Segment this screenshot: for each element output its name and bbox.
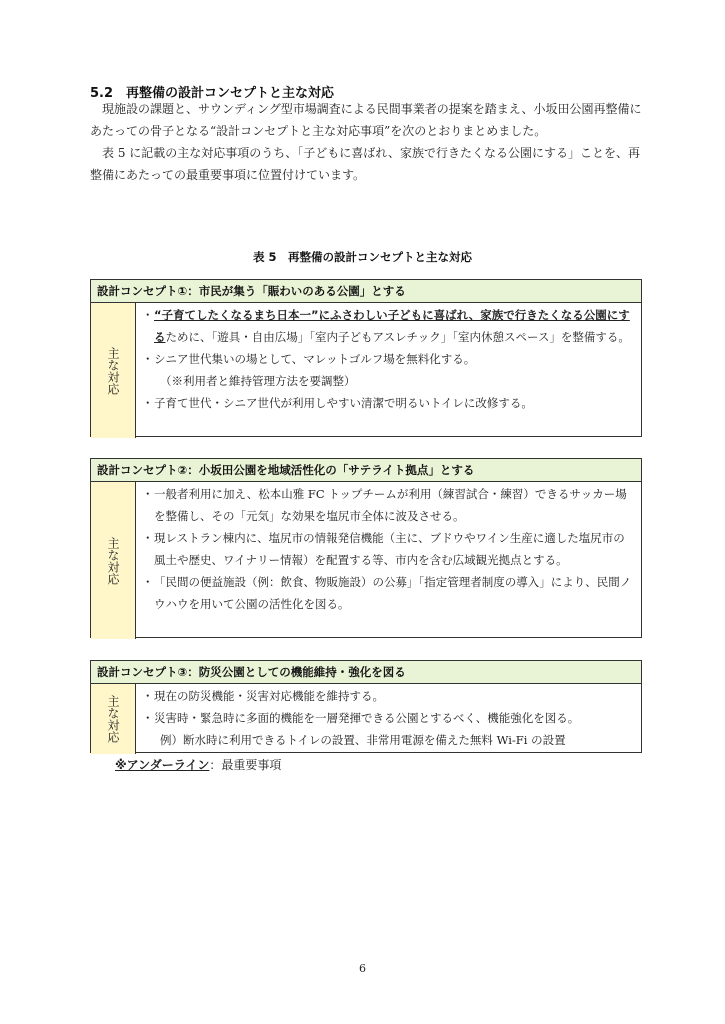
intro-paragraph-1: 現施設の課題と、サウンディング型市場調査による民間事業者の提案を踏まえ、小坂田公園再整備にあたっての骨子となる“設計コンセプトと主な対応事項”を次のとおりまとめました。 [90, 102, 642, 138]
concept-table-3 [90, 660, 642, 753]
concept-3-title: 設計コンセプト③：防災公園としての機能維持・強化を図る [91, 661, 641, 684]
list-item: ・ 子育て世代・シニア世代が利用しやすい清潔で明るいトイレに改修する。 [142, 396, 533, 410]
section-number: 5.2 [90, 86, 114, 101]
footnote-text: ：最重要事項 [209, 758, 282, 772]
priority-emphasis: “子育てしたくなるまち日本一”にふさわしい子どもに喜ばれ、家族で行きたくなる公園にする [154, 308, 630, 344]
concept-table-2 [90, 458, 642, 638]
list-item-example: 例）断水時に利用できるトイレの設置、非常用電源を備えた無料 Wi-Fi の設置 [160, 733, 566, 747]
list-item: ・ 一般者利用に加え、松本山雅 FC トップチームが利用（練習試合・練習）できるサッカー場を整備し、その「元気」な効果を塩尻市全体に波及させる。 [142, 487, 627, 523]
list-item: ・ 災害時・緊急時に多面的機能を一層発揮できる公園とするべく、機能強化を図る。 [142, 711, 580, 725]
concept-1-title: 設計コンセプト①：市民が集う「賑わいのある公園」とする [91, 280, 641, 303]
list-item: ・ 現在の防災機能・災害対応機能を維持する。 [142, 689, 384, 703]
footnote [115, 756, 281, 773]
list-item-note: （※利用者と維持管理方法を要調整） [160, 374, 356, 388]
concept-table-1 [90, 279, 642, 437]
main-actions-label: 主な対応 [91, 684, 136, 754]
main-actions-label: 主な対応 [91, 303, 136, 438]
list-item: ・ シニア世代集いの場として、マレットゴルフ場を無料化する。 [142, 352, 476, 366]
list-item: ・ 現レストラン棟内に、塩尻市の情報発信機能（主に、ブドウやワイン生産に適した塩尻市の風土や歴史、ワイナリー情報）を配置する等、市内を含む広域観光拠点とする。 [142, 531, 625, 567]
concept-1-items [136, 303, 641, 438]
list-item: ・ 「民間の便益施設（例：飲食、物販施設）の公募」「指定管理者制度の導入」により、民間ノウハウを用いて公園の活性化を図る。 [142, 575, 632, 611]
concept-3-items [136, 684, 641, 754]
intro-paragraph-2: 表 5 に記載の主な対応事項のうち、「子どもに喜ばれ、家族で行きたくなる公園にする」ことを、再整備にあたっての最重要事項に位置付けています。 [90, 146, 640, 182]
table-caption: 表 5 再整備の設計コンセプトと主な対応 [252, 250, 472, 264]
concept-2-items [136, 482, 641, 639]
intro-paragraph [90, 98, 650, 186]
list-item: ・ “子育てしたくなるまち日本一”にふさわしい子どもに喜ばれ、家族で行きたくなる公園にするために、「遊具・自由広場」「室内子どもアスレチック」「室内休憩スペース」を整備する。 [142, 308, 630, 344]
page-number: 6 [359, 962, 366, 975]
footnote-underline-label: ※アンダーライン [115, 758, 210, 772]
section-title: 再整備の設計コンセプトと主な対応 [126, 86, 335, 101]
concept-2-title: 設計コンセプト②：小坂田公園を地域活性化の「サテライト拠点」とする [91, 459, 641, 482]
main-actions-label: 主な対応 [91, 482, 136, 639]
